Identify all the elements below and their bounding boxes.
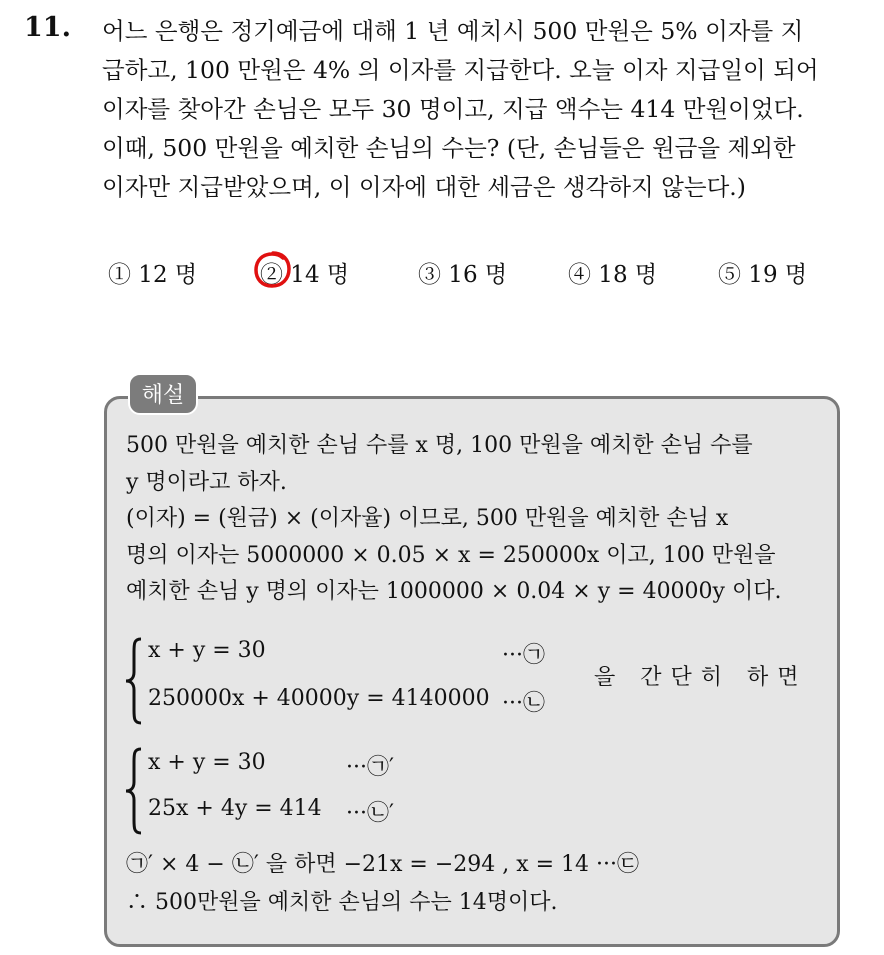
question-line: 어느 은행은 정기예금에 대해 1 년 예치시 500 만원은 5% 이자를 지: [102, 17, 804, 45]
solution-text: [126, 428, 830, 611]
solution-line: y 명이라고 하자.: [126, 469, 287, 495]
equation-2-prime-tag: ···㉡′: [346, 801, 394, 826]
equation-1: x + y = 30: [148, 638, 266, 663]
equation-2-tag: ···㉡: [502, 691, 545, 716]
choice-1[interactable]: ① 12 명: [108, 262, 198, 288]
choice-2-label: ② 14 명: [260, 262, 350, 288]
choice-4[interactable]: ④ 18 명: [568, 262, 658, 288]
solution-line: 예치한 손님 y 명의 이자는 1000000 × 0.04 × y = 40000y 이다.: [126, 579, 782, 604]
equation-system-1: [124, 636, 584, 726]
choice-3[interactable]: ③ 16 명: [418, 262, 508, 288]
question-line: 이자를 찾아간 손님은 모두 30 명이고, 지급 액수는 414 만원이었다.: [102, 95, 804, 123]
choice-5[interactable]: ⑤ 19 명: [718, 262, 808, 288]
question-number: 11.: [24, 12, 71, 43]
solution-tab-label: 해설: [128, 373, 198, 415]
left-brace-icon: [124, 746, 144, 836]
question-text: [102, 12, 866, 207]
solution-line: (이자) = (원금) × (이자율) 이므로, 500 만원을 예치한 손님 x: [126, 506, 729, 531]
equation-1-tag: ···㉠: [502, 643, 545, 668]
left-brace-icon: [124, 636, 144, 726]
equation-system-2: [124, 746, 444, 836]
equation-1-prime: x + y = 30: [148, 750, 266, 775]
question-line: 급하고, 100 만원은 4% 의 이자를 지급한다. 오늘 이자 지급일이 되어: [102, 56, 819, 84]
simplify-text: 을 간단히 하면: [594, 665, 808, 690]
question-line: 이자만 지급받았으며, 이 이자에 대한 세금은 생각하지 않는다.): [102, 173, 746, 201]
equation-1-prime-tag: ···㉠′: [346, 755, 394, 780]
solution-footer: [126, 846, 639, 922]
equation-2: 250000x + 40000y = 4140000: [148, 686, 490, 711]
solution-line: 명의 이자는 5000000 × 0.05 × x = 250000x 이고, 100 만원을: [126, 542, 776, 568]
elimination-step: ㉠′ × 4 − ㉡′ 을 하면 −21x = −294 , x = 14 ···㉢: [126, 852, 640, 877]
conclusion: ∴ 500만원을 예치한 손님의 수는 14명이다.: [126, 890, 558, 915]
solution-line: 500 만원을 예치한 손님 수를 x 명, 100 만원을 예치한 손님 수를: [126, 433, 753, 458]
question-line: 이때, 500 만원을 예치한 손님의 수는? (단, 손님들은 원금을 제외한: [102, 134, 796, 162]
choice-2[interactable]: [260, 256, 349, 289]
equation-2-prime: 25x + 4y = 414: [148, 796, 322, 821]
